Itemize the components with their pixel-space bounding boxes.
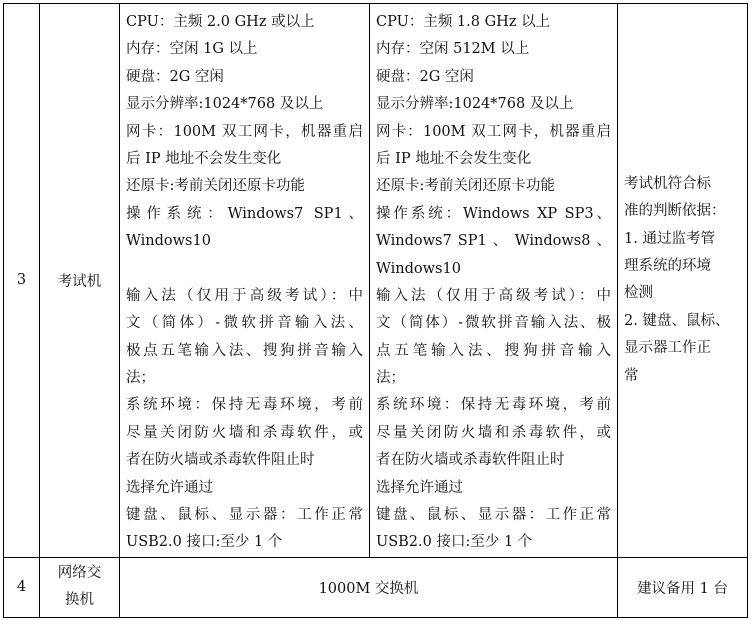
note-line: 1. 通过监考管 <box>624 230 715 247</box>
spec-list-b <box>370 4 618 558</box>
row-number: 4 <box>4 557 40 617</box>
spec-line: 还原卡:考前关闭还原卡功能 <box>376 178 555 195</box>
spec-line: 网卡：100M 双工网卡，机器重启 <box>126 123 363 140</box>
note-line: 理系统的环境 <box>624 258 711 274</box>
spec-line: 操作系统：Windows7 SP1、 <box>126 205 363 222</box>
spec-line: 硬盘：2G 空闲 <box>376 68 474 85</box>
spec-line: 还原卡:考前关闭还原卡功能 <box>126 178 305 195</box>
spec-line: 选择允许通过 <box>126 479 213 496</box>
item-name-line: 网络交 <box>57 565 102 582</box>
note-line: 常 <box>624 367 639 384</box>
note-line: 准的判断依据： <box>624 203 726 220</box>
table-row <box>4 4 748 558</box>
spec-line: Windows10 <box>126 233 211 250</box>
spec-line: Windows10 <box>376 260 461 277</box>
note-line: 显示器工作正 <box>624 340 711 357</box>
spec-line: 键盘、鼠标、显示器：工作正常 <box>376 507 611 524</box>
spec-line: 尽量关闭防火墙和杀毒软件，或 <box>376 424 611 441</box>
spec-line: 文（简体）-微软拼音输入法、 <box>126 315 363 332</box>
spec-list-a <box>120 4 370 558</box>
spec-line <box>126 256 363 283</box>
spec-line: Windows7 SP1 、 Windows8 、 <box>376 233 611 250</box>
note-line: 2. 键盘、鼠标、 <box>624 312 730 329</box>
spec-line: 硬盘：2G 空闲 <box>126 68 224 85</box>
spec-line: 系统环境：保持无毒环境，考前 <box>126 397 363 414</box>
row-number: 3 <box>4 4 40 558</box>
row-item-name <box>40 557 120 617</box>
spec-line: 操作系统：Windows XP SP3、 <box>376 205 611 222</box>
spec-line: 内存：空闲 1G 以上 <box>126 41 258 58</box>
spec-line: CPU：主频 1.8 GHz 以上 <box>376 14 551 30</box>
note-line: 检测 <box>624 285 653 302</box>
spec-line: USB2.0 接口:至少 1 个 <box>126 534 283 551</box>
spec-line: 显示分辨率:1024*768 及以上 <box>126 96 324 113</box>
spec-line: 显示分辨率:1024*768 及以上 <box>376 96 574 113</box>
spec-line: 系统环境：保持无毒环境，考前 <box>376 397 611 414</box>
spec-line: 输入法（仅用于高级考试）：中 <box>126 287 363 304</box>
spec-line: 者在防火墙或杀毒软件阻止时 <box>376 452 565 469</box>
spec-line: 极点五笔输入法、搜狗拼音输入 <box>126 342 363 359</box>
table-row <box>4 557 748 617</box>
spec-line: 后 IP 地址不会发生变化 <box>126 150 282 167</box>
note-line: 考试机符合标 <box>624 175 711 192</box>
spec-line: 法； <box>376 370 405 387</box>
spec-line: 内存：空闲 512M 以上 <box>376 41 530 58</box>
spec-line: CPU：主频 2.0 GHz 或以上 <box>126 14 315 30</box>
row-item-name: 考试机 <box>40 4 120 558</box>
spec-line: 法； <box>126 370 155 387</box>
item-name-line: 换机 <box>65 592 94 609</box>
spec-line: 输入法（仅用于高级考试）：中 <box>376 287 611 304</box>
spec-line: 选择允许通过 <box>376 479 463 496</box>
row-note <box>618 4 748 558</box>
spec-line: USB2.0 接口:至少 1 个 <box>376 534 533 551</box>
row-requirement: 1000M 交换机 <box>120 557 618 617</box>
spec-line: 点五笔输入法、搜狗拼音输入 <box>376 342 611 359</box>
requirements-table <box>3 3 748 618</box>
spec-line: 尽量关闭防火墙和杀毒软件，或 <box>126 424 363 441</box>
row-note: 建议备用 1 台 <box>618 557 748 617</box>
spec-line: 网卡：100M 双工网卡，机器重启 <box>376 123 611 140</box>
spec-line: 后 IP 地址不会发生变化 <box>376 150 532 167</box>
spec-line: 键盘、鼠标、显示器：工作正常 <box>126 507 363 524</box>
spec-line: 者在防火墙或杀毒软件阻止时 <box>126 452 315 469</box>
spec-line: 文（简体）-微软拼音输入法、极 <box>376 315 611 332</box>
